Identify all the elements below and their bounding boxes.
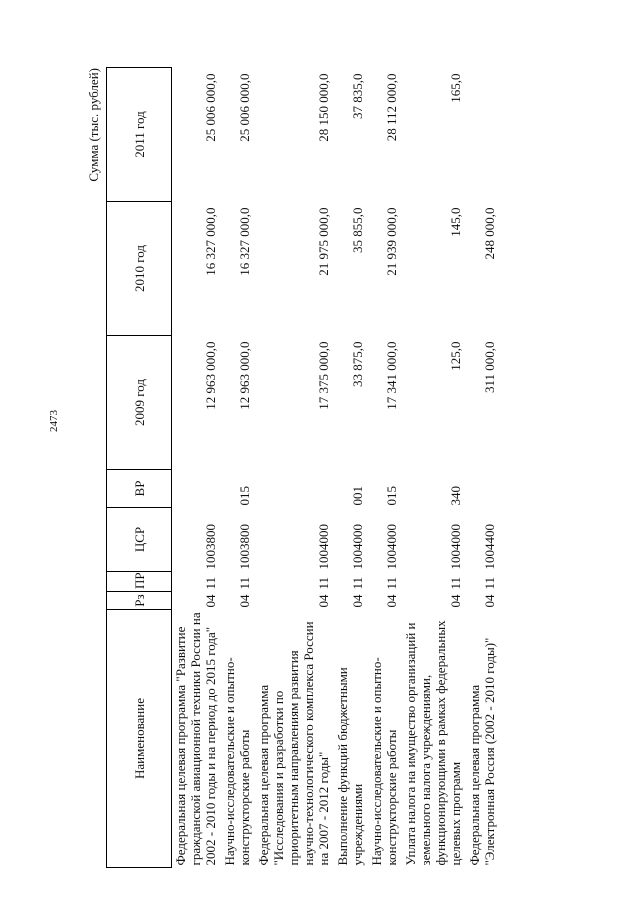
row-name: Выполнение функций бюджетными учреждениями	[335, 667, 365, 866]
row-pr: 11	[384, 576, 399, 590]
row-csr: 1004000	[350, 524, 365, 570]
row-pr: 11	[448, 576, 463, 590]
row-name: Научно-исследовательские и опытно-конструкторские работы	[369, 657, 399, 866]
row-2009: 17 375 000,0	[316, 341, 331, 410]
row-2010: 21 975 000,0	[316, 207, 331, 276]
row-vr: 015	[237, 486, 252, 506]
row-name: Федеральная целевая программа "Развитие гражданской авиационной техники России на 2002 - 2010 годы и на период до 2015 года"	[173, 612, 218, 866]
table-row	[172, 68, 222, 868]
header-csr: ЦСР	[107, 508, 172, 572]
row-csr: 1003800	[237, 524, 252, 570]
table-row	[402, 68, 466, 868]
row-2009: 12 963 000,0	[203, 341, 218, 410]
row-2011: 25 006 000,0	[237, 73, 252, 142]
row-2011: 165,0	[448, 73, 463, 103]
budget-table	[106, 67, 500, 868]
row-csr: 1004000	[316, 524, 331, 570]
row-2011: 28 150 000,0	[316, 73, 331, 142]
row-2011: 37 835,0	[350, 73, 365, 119]
row-name: Научно-исследовательские и опытно-конструкторские работы	[222, 657, 252, 866]
row-2010: 248 000,0	[482, 207, 497, 260]
table-row	[255, 68, 334, 868]
row-vr	[255, 470, 334, 508]
header-name: Наименование	[107, 610, 172, 868]
row-2011: 25 006 000,0	[203, 73, 218, 142]
row-name: Федеральная целевая программа "Исследования и разработки по приоритетным направлениям развития научно-технологического комплекса России на 2007 - 2012 годы"	[256, 621, 331, 866]
header-vr: ВР	[107, 470, 172, 508]
row-2011: 28 112 000,0	[384, 73, 399, 142]
units-label: Сумма (тыс. рублей)	[86, 68, 101, 182]
row-name: Федеральная целевая программа "Электронная Россия (2002 - 2010 годы)"	[467, 637, 497, 866]
row-rz: 04	[482, 594, 497, 608]
table-row	[466, 68, 500, 868]
budget-table-sheet	[88, 68, 598, 868]
header-pr: ПР	[107, 572, 172, 592]
row-csr: 1004400	[482, 524, 497, 570]
row-2009: 125,0	[448, 341, 463, 371]
row-2010: 35 855,0	[350, 207, 365, 253]
row-rz: 04	[350, 594, 365, 608]
row-rz: 04	[448, 594, 463, 608]
row-2009: 311 000,0	[482, 341, 497, 394]
row-2010: 16 327 000,0	[237, 207, 252, 276]
row-2009: 33 875,0	[350, 341, 365, 387]
row-rz: 04	[203, 594, 218, 608]
header-rz: Рз	[107, 592, 172, 610]
row-2009: 17 341 000,0	[384, 341, 399, 410]
row-csr: 1004000	[448, 524, 463, 570]
row-vr	[466, 470, 500, 508]
row-vr: 015	[384, 486, 399, 506]
row-pr: 11	[482, 576, 497, 590]
row-name: Уплата налога на имущество организаций и земельного налога учреждениями, функционирующими в рамках федеральных целевых программ	[403, 620, 463, 866]
row-2011	[466, 68, 500, 202]
table-row	[368, 68, 402, 868]
row-2010: 21 939 000,0	[384, 207, 399, 276]
table-header-row	[107, 68, 172, 868]
row-vr	[172, 470, 222, 508]
row-pr: 11	[237, 576, 252, 590]
header-2011: 2011 год	[107, 68, 172, 202]
row-pr: 11	[316, 576, 331, 590]
header-2010: 2010 год	[107, 202, 172, 336]
row-2010: 145,0	[448, 207, 463, 237]
table-row	[221, 68, 255, 868]
row-2009: 12 963 000,0	[237, 341, 252, 410]
row-2010: 16 327 000,0	[203, 207, 218, 276]
page-number: 2473	[48, 410, 60, 432]
row-csr: 1004000	[384, 524, 399, 570]
row-pr: 11	[203, 576, 218, 590]
table-row	[334, 68, 368, 868]
row-pr: 11	[350, 576, 365, 590]
row-vr: 340	[448, 486, 463, 506]
row-csr: 1003800	[203, 524, 218, 570]
row-vr: 001	[350, 486, 365, 506]
row-rz: 04	[237, 594, 252, 608]
row-rz: 04	[384, 594, 399, 608]
row-rz: 04	[316, 594, 331, 608]
header-2009: 2009 год	[107, 336, 172, 470]
